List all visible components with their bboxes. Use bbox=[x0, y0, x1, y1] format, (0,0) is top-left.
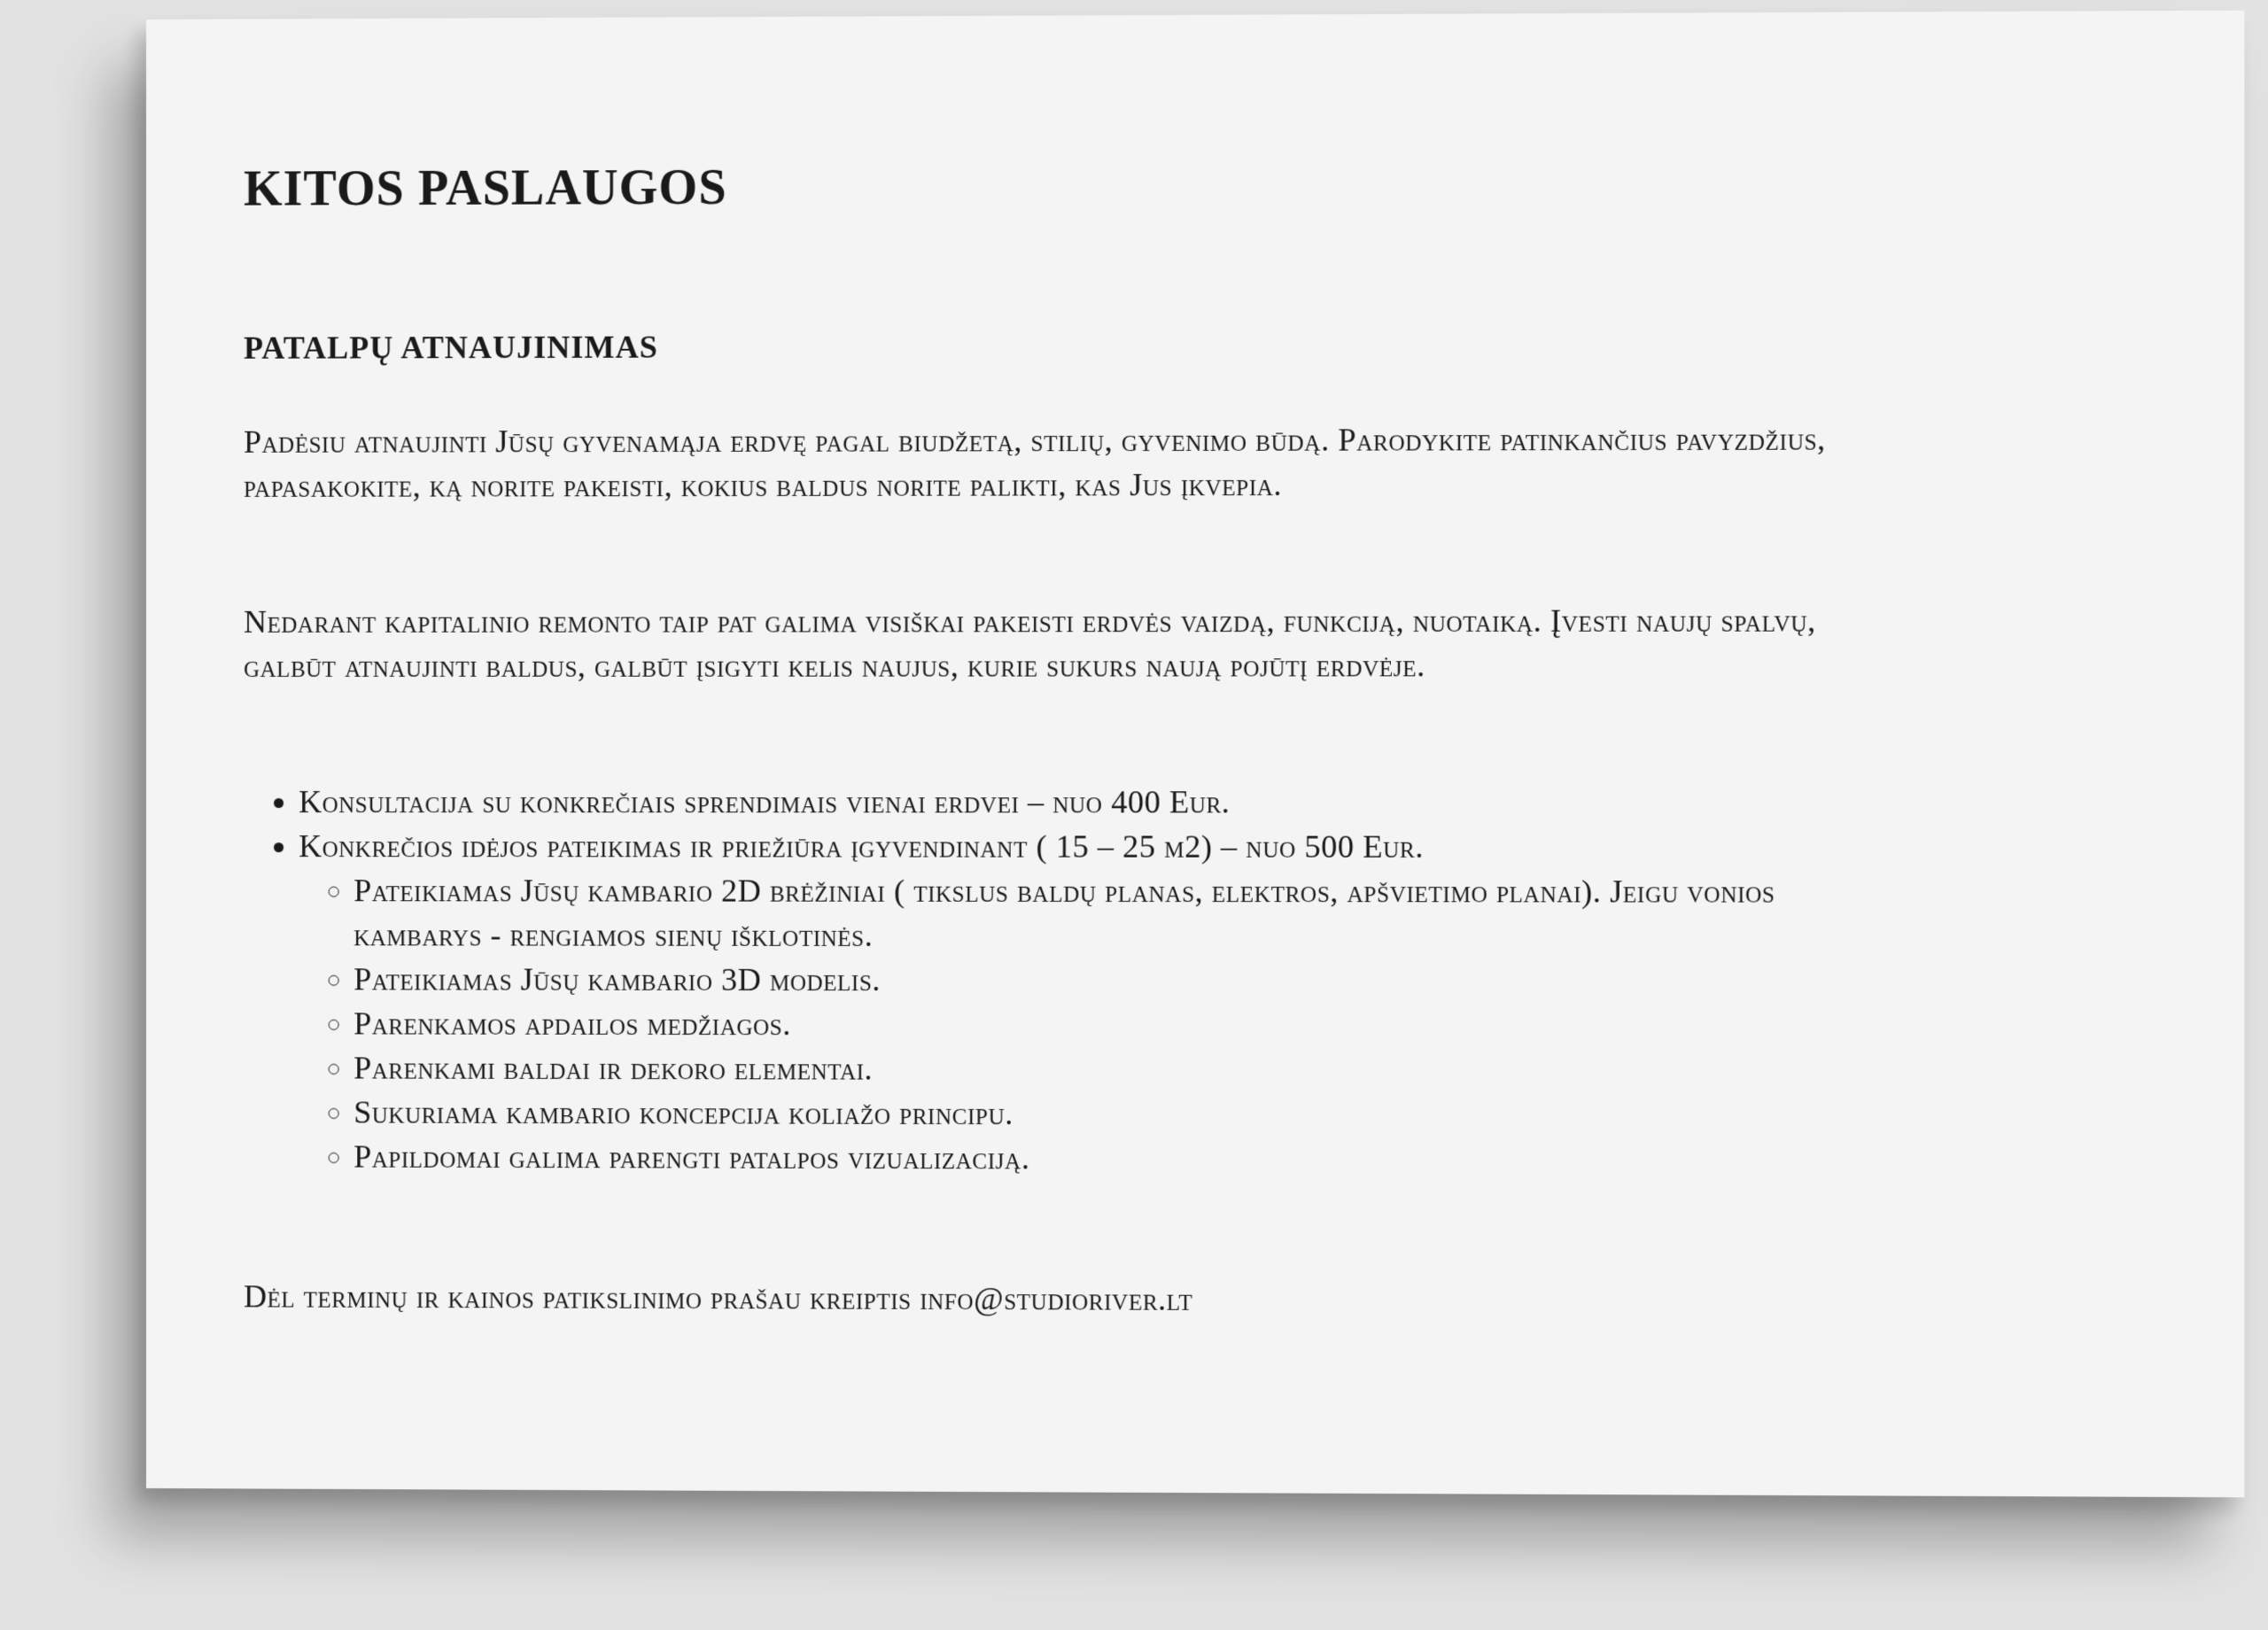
sub-list-item: ◦ Pateikiamas Jūsų kambario 3D modelis. bbox=[353, 957, 1892, 1004]
list-item-label: Konkrečios idėjos pateikimas ir priežiūra įgyvendinant ( 15 – 25 m2) – nuo 500 Eur. bbox=[299, 828, 1424, 865]
page-title: KITOS PASLAUGOS bbox=[244, 159, 727, 217]
document-content bbox=[244, 12, 2018, 1317]
services-sublist bbox=[299, 868, 1893, 1183]
sub-list-item: ◦ Papildomai galima parengti patalpos vizualizaciją. bbox=[353, 1135, 1892, 1183]
intro-paragraph: Padėsiu atnaujinti Jūsų gyvenamąja erdvę pagal biudžetą, stilių, gyvenimo būdą. Parodykite patinkančius pavyzdžius, papasakokite, ką norite pakeisti, kokius baldus norite palikti, kas Jus įkvepia. bbox=[244, 421, 1826, 504]
sub-list-item: ◦ Parenkami baldai ir dekoro elementai. bbox=[353, 1045, 1892, 1093]
section-title: PATALPŲ ATNAUJINIMAS bbox=[244, 329, 658, 366]
services-list bbox=[244, 780, 1893, 1183]
list-item: • Konsultacija su konkrečiais sprendimais vienai erdvei – nuo 400 Eur. bbox=[299, 780, 1893, 825]
list-item bbox=[299, 824, 1893, 1183]
contact-note: Dėl terminų ir kainos patikslinimo prašau kreiptis info@studioriver.lt bbox=[244, 1278, 1193, 1317]
sub-list-item: ◦ Pateikiamas Jūsų kambario 2D brėžiniai ( tikslus baldų planas, elektros, apšvietimo planai). Jeigu vonios kambarys - rengiamos sienų išklotinės. bbox=[353, 868, 1892, 959]
details-paragraph: Nedarant kapitalinio remonto taip pat galima visiškai pakeisti erdvės vaizdą, funkciją, nuotaiką. Įvesti naujų spalvų, galbūt atnaujinti baldus, galbūt įsigyti kelis naujus, kurie sukurs naują pojūtį erdvėje. bbox=[244, 602, 1816, 684]
document-sheet bbox=[146, 11, 2245, 1498]
sub-list-item: ◦ Parenkamos apdailos medžiagos. bbox=[353, 1001, 1892, 1048]
sub-list-item: ◦ Sukuriama kambario koncepcija koliažo principu. bbox=[353, 1090, 1892, 1137]
